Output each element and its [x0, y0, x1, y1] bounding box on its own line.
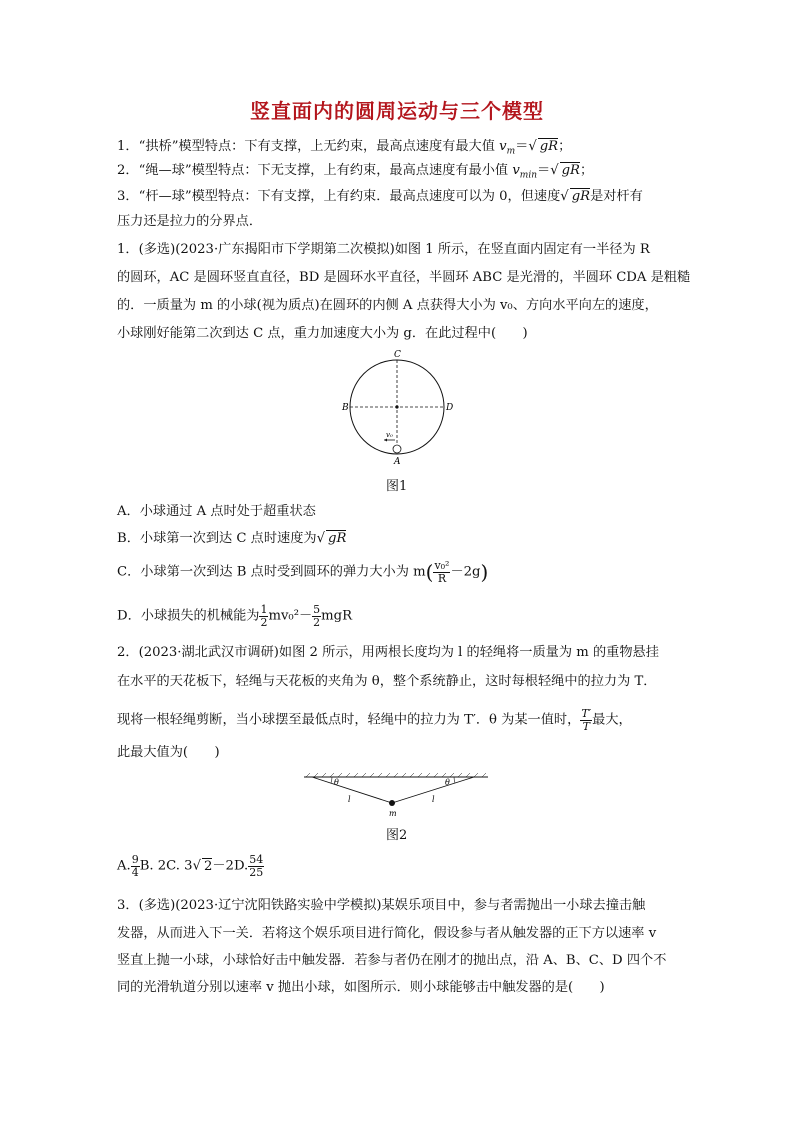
intro-point-3-cont: 压力还是拉力的分界点． [117, 214, 263, 229]
right-angle-arc [454, 777, 455, 783]
left-angle-arc [331, 777, 332, 783]
left-rope [312, 777, 392, 803]
q2-line-4: 此最大值为( ) [117, 745, 220, 760]
q1-line-3: 的．一质量为 m 的小球(视为质点)在圆环的内侧 A 点获得大小为 v₀、方向水平向左的速度， [117, 298, 658, 313]
right-length-label: l [432, 795, 435, 804]
left-length-label: l [348, 795, 351, 804]
q1-line-4: 小球刚好能第二次到达 C 点，重力加速度大小为 g．在此过程中( ) [117, 326, 528, 341]
page-title: 竖直面内的圆周运动与三个模型 [250, 99, 544, 123]
q3-line-4: 同的光滑轨道分别以速率 v 抛出小球，如图所示．则小球能够击中触发器的是( ) [117, 980, 605, 995]
figure-2-caption: 图2 [386, 828, 408, 843]
intro-point-1: 1．“拱桥”模型特点：下有支撑，上无约束，最高点速度有最大值 $v_m=√$ gR； [117, 139, 572, 157]
q2-line-2: 在水平的天花板下，轻绳与天花板的夹角为 θ，整个系统静止，这时每根轻绳中的拉力为 T． [117, 674, 657, 689]
ceiling-hatching [306, 773, 486, 777]
theta-left-label: θ [334, 778, 339, 787]
figure-2-pendulum-diagram [304, 772, 488, 818]
q2-options: A. $\frac{9}{4}$ B. 2C. 3√ 2－2D. $\frac{54}{25}$ [117, 853, 264, 879]
q1-option-d: D．小球损失的机械能为 $\frac{1}{2}$ mv₀²－ $\frac{5}{2}$ mgR [117, 603, 353, 629]
q2-line-3: 现将一根轻绳剪断，当小球摆至最低点时，轻绳中的拉力为 T′．θ 为某一值时， $\frac{T'}{T}$最大， [117, 707, 632, 733]
q1-option-b: B．小球第一次到达 C 点时速度为√ gR [117, 531, 347, 546]
intro-point-2: 2．“绳—球”模型特点：下无支撑，上有约束，最高点速度有最小值 $v_{min}=√$ gR； [117, 163, 594, 181]
q1-option-c: C．小球第一次到达 B 点时受到圆环的弹力大小为 m( $\frac{\text{v₀²}}{R}$ －2g) [117, 559, 489, 585]
center-point [395, 405, 398, 408]
q1-line-2: 的圆环，AC 是圆环竖直直径，BD 是圆环水平直径，半圆环 ABC 是光滑的，半圆环 CDA 是粗糙 [117, 270, 691, 285]
mass-label: m [389, 809, 397, 818]
label-b: B [342, 403, 349, 413]
ball-icon [393, 445, 401, 453]
q3-line-2: 发器，从而进入下一关．若将这个娱乐项目进行简化，假设参与者从触发器的正下方以速率 v [117, 926, 657, 941]
mass-ball-icon [389, 800, 395, 806]
v0-label: v₀ [386, 431, 393, 439]
q1-line-1: 1．(多选)(2023·广东揭阳市下学期第二次模拟)如图 1 所示，在竖直面内固定有一半径为 R [117, 242, 650, 257]
q1-option-a: A．小球通过 A 点时处于超重状态 [117, 504, 316, 519]
figure-1-caption: 图1 [386, 479, 408, 494]
intro-point-3: 3．“杆—球”模型特点：下有支撑，上有约束．最高点速度可以为 0，但速度√ gR是对杆有 [117, 189, 643, 204]
q3-line-1: 3．(多选)(2023·辽宁沈阳铁路实验中学模拟)某娱乐项目中，参与者需抛出一小球去撞击触 [117, 898, 646, 913]
label-c: C [394, 350, 401, 360]
label-a: A [394, 457, 401, 465]
label-d: D [446, 403, 454, 413]
q2-line-1: 2．(2023·湖北武汉市调研)如图 2 所示，用两根长度均为 l 的轻绳将一质量为 m 的重物悬挂 [117, 645, 659, 660]
q3-line-3: 竖直上抛一小球，小球恰好击中触发器．若参与者仍在刚才的抛出点，沿 A、B、C、D 四个不 [117, 953, 667, 968]
theta-right-label: θ [445, 778, 450, 787]
figure-1-circle-diagram [338, 345, 458, 465]
